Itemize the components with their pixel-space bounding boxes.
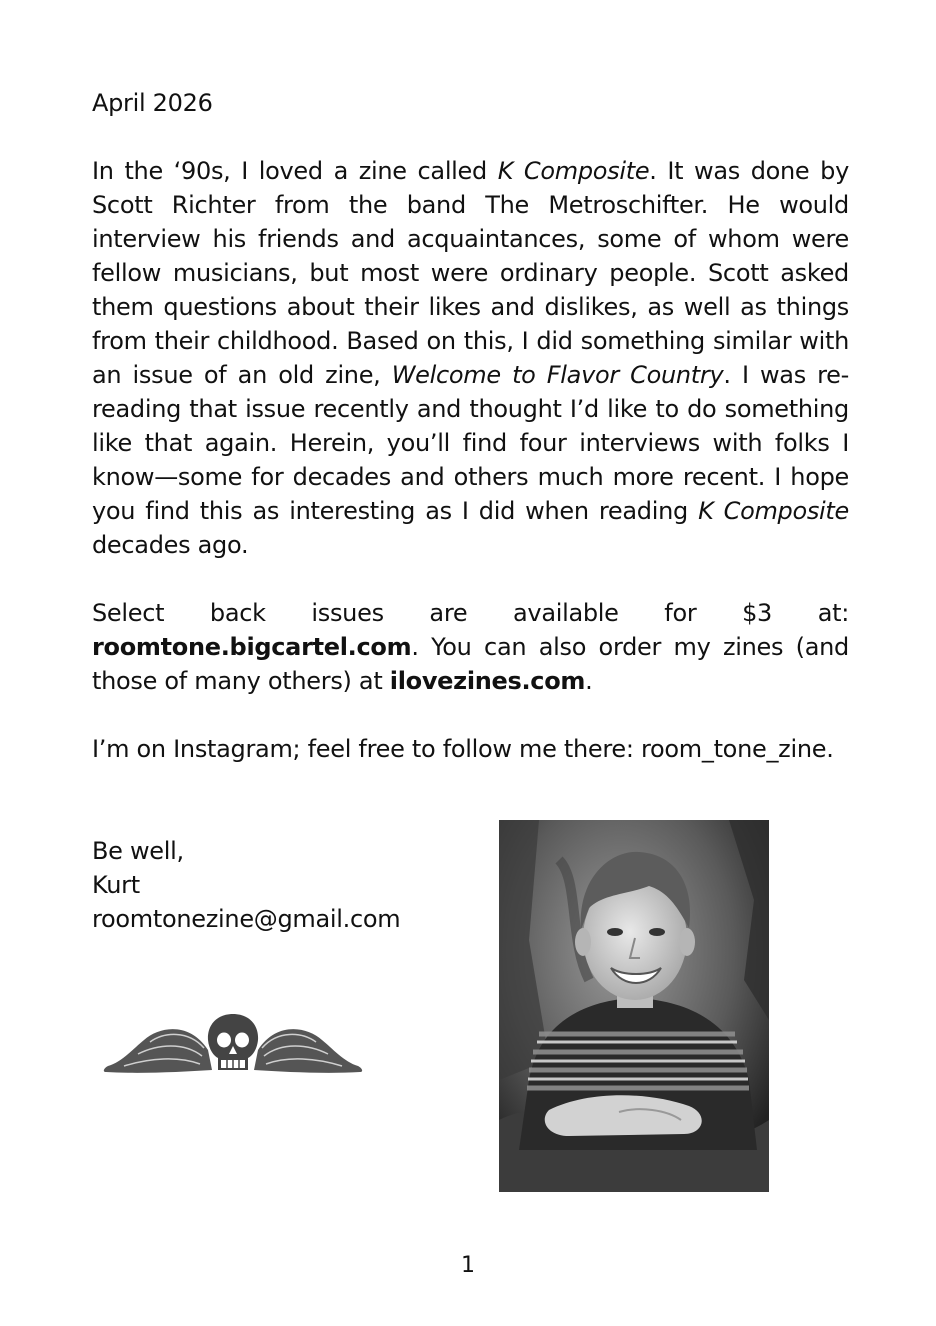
zine-title: K Composite <box>497 157 650 185</box>
back-issues-paragraph <box>92 596 849 698</box>
back-issues-text-3: . <box>585 667 593 695</box>
ilovezines-link: ilovezines.com <box>389 667 586 695</box>
intro-paragraph <box>92 154 849 562</box>
closing-line: Be well, <box>92 837 184 865</box>
bigcartel-link: roomtone.bigcartel.com <box>92 633 412 661</box>
signoff-block <box>92 834 400 936</box>
author-name: Kurt <box>92 871 140 899</box>
intro-text-1: In the ‘90s, I loved a zine called <box>92 157 498 185</box>
zine-title: Welcome to Flavor Country <box>391 361 724 389</box>
page-number: 1 <box>461 1253 475 1278</box>
back-issues-text-2: . You can also order my zines (and those of many others) at <box>92 633 849 695</box>
zine-title: K Composite <box>698 497 849 525</box>
letter-date: April 2026 <box>92 89 213 117</box>
instagram-paragraph: I’m on Instagram; feel free to follow me there: room_tone_zine. <box>92 735 834 763</box>
back-issues-text-1: Select back issues are available for $3 at: <box>92 599 849 627</box>
author-email: roomtonezine@gmail.com <box>92 905 401 933</box>
winged-skull-icon <box>100 1010 366 1082</box>
intro-text-2: . It was done by Scott Richter from the band The Metroschifter. He would interview his friends and acquaintances, some of whom were fellow musicians, but most were ordinary people. Scott asked them questions about their likes and dislikes, as well as things from their childhood. Based on this, I did something similar with an issue of an old zine, <box>92 157 849 389</box>
intro-text-4: decades ago. <box>92 531 249 559</box>
childhood-portrait-photo <box>499 820 769 1192</box>
intro-text-3: . I was re-reading that issue recently and thought I’d like to do something like that again. Herein, you’ll find four interviews with folks I know—some for decades and others much more recent. I hope you find this as interesting as I did when reading <box>92 361 850 525</box>
